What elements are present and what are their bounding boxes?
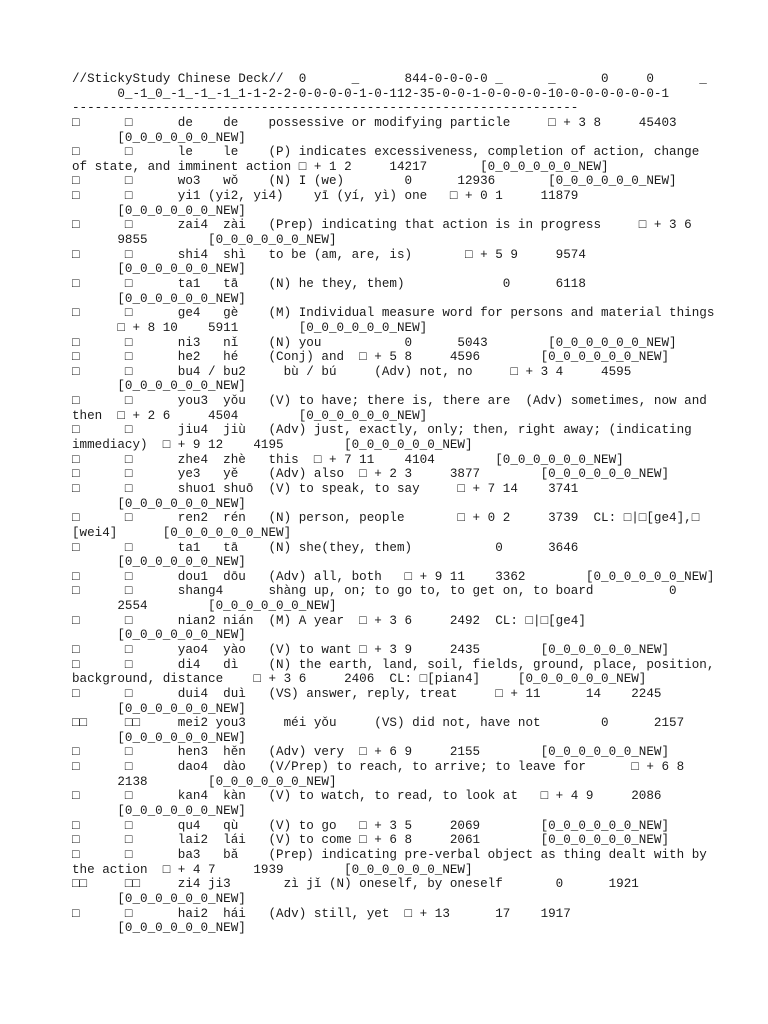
deck-entry-line: 9855 [0_0_0_0_0_0_NEW] bbox=[72, 233, 337, 248]
deck-entry-line: □ □ jiu4 jiù (Adv) just, exactly, only; then, right away; (indicating bbox=[72, 423, 692, 438]
deck-entry-line: [0_0_0_0_0_0_NEW] bbox=[72, 730, 246, 745]
deck-entry-line: □ □ dao4 dào (V/Prep) to reach, to arrive; to leave for □ + 6 8 bbox=[72, 760, 685, 775]
deck-entry-line: [0_0_0_0_0_0_NEW] bbox=[72, 555, 246, 570]
deck-entry-line: [0_0_0_0_0_0_NEW] bbox=[72, 130, 246, 145]
deck-entry-line: [0_0_0_0_0_0_NEW] bbox=[72, 262, 246, 277]
deck-entry-line: [0_0_0_0_0_0_NEW] bbox=[72, 628, 246, 643]
deck-entry-line: [0_0_0_0_0_0_NEW] bbox=[72, 921, 246, 936]
deck-entry-line: background, distance □ + 3 6 2406 CL: □[pian4] [0_0_0_0_0_0_NEW] bbox=[72, 672, 647, 687]
deck-entry-line: □ □ qu4 qù (V) to go □ + 3 5 2069 [0_0_0_0_0_0_NEW] bbox=[72, 818, 670, 833]
deck-entry-line: 2138 [0_0_0_0_0_0_NEW] bbox=[72, 774, 337, 789]
deck-entry-line: □ □ di4 dì (N) the earth, land, soil, fields, ground, place, position, bbox=[72, 657, 715, 672]
deck-entry-line: □ □ you3 yǒu (V) to have; there is, there are (Adv) sometimes, now and bbox=[72, 394, 707, 409]
deck-entry-line: □ □ yi1 (yi2, yi4) yī (yí, yì) one □ + 0 1 11879 bbox=[72, 189, 579, 204]
deck-entry-line: □ □ dou1 dōu (Adv) all, both □ + 9 11 3362 [0_0_0_0_0_0_NEW] bbox=[72, 569, 715, 584]
deck-entry-line: □ □ ta1 tā (N) he they, them) 0 6118 bbox=[72, 276, 586, 291]
deck-entry-line: □ □ nian2 nián (M) A year □ + 3 6 2492 CL: □|□[ge4] bbox=[72, 613, 586, 628]
deck-entry-line: [0_0_0_0_0_0_NEW] bbox=[72, 701, 246, 716]
deck-entry-line: □ □ ta1 tā (N) she(they, them) 0 3646 bbox=[72, 540, 579, 555]
deck-entry-line: □□ □□ mei2 you3 méi yǒu (VS) did not, have not 0 2157 bbox=[72, 716, 685, 731]
deck-entry-line: [0_0_0_0_0_0_NEW] bbox=[72, 291, 246, 306]
deck-header-line: 0_-1_0_-1_-1_-1_1-1-2-2-0-0-0-0-1-0-112-35-0-0-1-0-0-0-0-10-0-0-0-0-0-0-1 bbox=[72, 86, 670, 101]
deck-entry-line: □ □ ba3 bǎ (Prep) indicating pre-verbal object as thing dealt with by bbox=[72, 847, 707, 862]
deck-header-line: ------------------------------------------------------------------- bbox=[72, 101, 579, 116]
deck-entry-line: the action □ + 4 7 1939 [0_0_0_0_0_0_NEW] bbox=[72, 862, 473, 877]
deck-entry-line: [0_0_0_0_0_0_NEW] bbox=[72, 203, 246, 218]
deck-entry-line: □ □ shi4 shì to be (am, are, is) □ + 5 9 9574 bbox=[72, 247, 586, 262]
deck-entry-line: □ □ hen3 hěn (Adv) very □ + 6 9 2155 [0_0_0_0_0_0_NEW] bbox=[72, 745, 670, 760]
deck-entry-line: □ □ shang4 shàng up, on; to go to, to get on, to board 0 bbox=[72, 584, 677, 599]
deck-entry-line: □ □ wo3 wǒ (N) I (we) 0 12936 [0_0_0_0_0_0_NEW] bbox=[72, 174, 677, 189]
deck-entry-line: □ □ ni3 nǐ (N) you 0 5043 [0_0_0_0_0_0_NEW] bbox=[72, 335, 677, 350]
deck-entry-line: □ □ de de possessive or modifying particle □ + 3 8 45403 bbox=[72, 115, 677, 130]
deck-entry-line: □ □ zai4 zài (Prep) indicating that action is in progress □ + 3 6 bbox=[72, 218, 692, 233]
deck-entry-line: [0_0_0_0_0_0_NEW] bbox=[72, 496, 246, 511]
deck-entry-line: □ □ le le (P) indicates excessiveness, completion of action, change bbox=[72, 145, 700, 160]
deck-entry-line: □ □ ren2 rén (N) person, people □ + 0 2 3739 CL: □|□[ge4],□ bbox=[72, 511, 700, 526]
deck-entry-line: [0_0_0_0_0_0_NEW] bbox=[72, 379, 246, 394]
deck-entry-line: □ □ yao4 yào (V) to want □ + 3 9 2435 [0_0_0_0_0_0_NEW] bbox=[72, 642, 670, 657]
deck-entry-line: 2554 [0_0_0_0_0_0_NEW] bbox=[72, 599, 337, 614]
deck-entry-line: [wei4] [0_0_0_0_0_0_NEW] bbox=[72, 525, 292, 540]
deck-entry-line: □ □ he2 hé (Conj) and □ + 5 8 4596 [0_0_0_0_0_0_NEW] bbox=[72, 350, 670, 365]
deck-entry-line: □ □ hai2 hái (Adv) still, yet □ + 13 17 1917 bbox=[72, 906, 571, 921]
deck-entry-line: □ □ zhe4 zhè this □ + 7 11 4104 [0_0_0_0_0_0_NEW] bbox=[72, 452, 624, 467]
deck-entry-line: □ □ ye3 yě (Adv) also □ + 2 3 3877 [0_0_0_0_0_0_NEW] bbox=[72, 467, 670, 482]
deck-entry-line: □ □ bu4 / bu2 bù / bú (Adv) not, no □ + 3 4 4595 bbox=[72, 364, 632, 379]
deck-entry-line: then □ + 2 6 4504 [0_0_0_0_0_0_NEW] bbox=[72, 408, 428, 423]
deck-entry-line: □ + 8 10 5911 [0_0_0_0_0_0_NEW] bbox=[72, 320, 428, 335]
deck-entry-line: immediacy) □ + 9 12 4195 [0_0_0_0_0_0_NEW] bbox=[72, 438, 473, 453]
deck-entry-line: □ □ shuo1 shuō (V) to speak, to say □ + 7 14 3741 bbox=[72, 481, 579, 496]
deck-entry-line: □ □ kan4 kàn (V) to watch, to read, to look at □ + 4 9 2086 bbox=[72, 789, 662, 804]
deck-entry-line: [0_0_0_0_0_0_NEW] bbox=[72, 804, 246, 819]
deck-entry-line: □ □ dui4 duì (VS) answer, reply, treat □ + 11 14 2245 bbox=[72, 686, 662, 701]
deck-header-line: //StickyStudy Chinese Deck// 0 _ 844-0-0-0-0 _ _ 0 0 _ bbox=[72, 72, 707, 86]
deck-entry-line: [0_0_0_0_0_0_NEW] bbox=[72, 891, 246, 906]
deck-entry-line: of state, and imminent action □ + 1 2 14217 [0_0_0_0_0_0_NEW] bbox=[72, 159, 609, 174]
deck-entry-line: □□ □□ zi4 ji3 zì jǐ (N) oneself, by oneself 0 1921 bbox=[72, 877, 639, 892]
deck-entry-line: □ □ lai2 lái (V) to come □ + 6 8 2061 [0_0_0_0_0_0_NEW] bbox=[72, 833, 670, 848]
deck-entry-line: □ □ ge4 gè (M) Individual measure word for persons and material things bbox=[72, 306, 715, 321]
